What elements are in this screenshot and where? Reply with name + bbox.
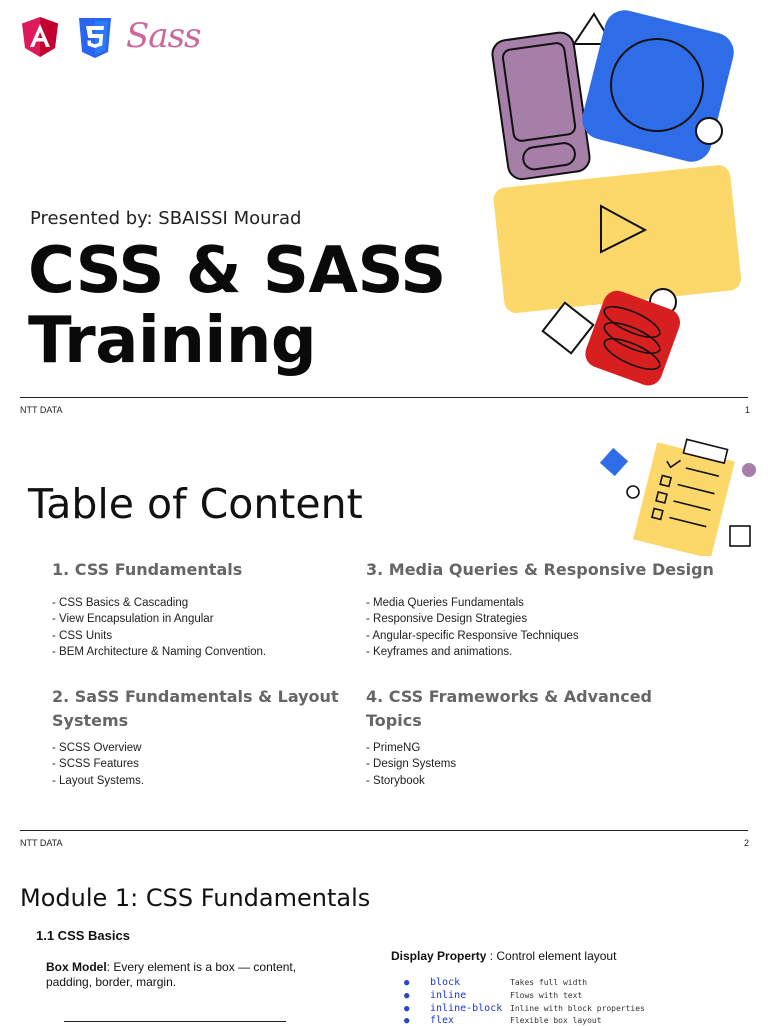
css3-icon	[77, 17, 113, 59]
box-model-label: Box Model	[46, 960, 107, 974]
toc-section-3-heading: 3. Media Queries & Responsive Design	[366, 560, 714, 579]
display-value: inline-block	[430, 1003, 503, 1014]
display-value-desc: Takes full width	[510, 978, 588, 987]
list-item: - View Encapsulation in Angular	[52, 613, 214, 626]
bullet-icon: ●	[404, 1004, 410, 1014]
title-line-2: Training	[28, 304, 317, 378]
list-item: - PrimeNG	[366, 742, 421, 754]
display-value: block	[430, 977, 461, 988]
page-number: 2	[744, 838, 750, 848]
list-item: - Media Queries Fundamentals	[366, 597, 524, 609]
heading-line-2: Systems	[52, 711, 129, 730]
box-model-diagram-edge	[64, 1021, 286, 1022]
slide-1	[0, 0, 768, 420]
bullet-icon: ●	[404, 991, 410, 1001]
box-model-description	[46, 960, 326, 990]
toc-section-2-list	[52, 740, 144, 789]
list-item: - CSS Basics & Cascading	[52, 597, 189, 609]
module-title: Module 1: CSS Fundamentals	[20, 884, 371, 912]
angular-icon	[20, 16, 60, 58]
list-item: - Responsive Design Strategies	[366, 613, 528, 626]
heading-line-1: 2. SaSS Fundamentals & Layout	[52, 687, 339, 706]
decorative-shapes-illustration	[488, 6, 748, 390]
toc-section-4-list	[366, 740, 456, 789]
sass-logo: Sass	[126, 16, 201, 56]
page-title	[28, 236, 446, 376]
display-value-row	[404, 1015, 602, 1026]
box-model-text: : Every element is a box — content, padding, border, margin.	[46, 960, 297, 989]
bullet-icon: ●	[404, 1016, 410, 1026]
display-value: inline	[430, 990, 467, 1001]
display-value-desc: Flows with text	[510, 991, 583, 1000]
footer-brand: NTT DATA	[20, 405, 63, 415]
list-item: - CSS Units	[52, 629, 113, 642]
toc-section-1-list	[52, 595, 266, 660]
list-item: - Angular-specific Responsive Techniques	[366, 629, 579, 642]
bullet-icon: ●	[404, 978, 410, 988]
toc-section-1-heading: 1. CSS Fundamentals	[52, 560, 243, 579]
display-value-row	[404, 977, 587, 988]
display-property-label: Display Property	[391, 949, 487, 963]
display-value-desc: Inline with block properties	[510, 1004, 645, 1013]
list-item: - SCSS Features	[52, 758, 139, 771]
list-item: - Layout Systems.	[52, 774, 145, 787]
list-item: - SCSS Overview	[52, 742, 142, 754]
page-number: 1	[745, 405, 751, 415]
footer-brand: NTT DATA	[20, 838, 63, 848]
heading-line-2: Topics	[366, 711, 422, 730]
display-value-desc: Flexible box layout	[510, 1016, 602, 1025]
list-item: - Storybook	[366, 774, 425, 787]
toc-section-3-list	[366, 595, 579, 660]
display-value: flex	[430, 1015, 455, 1026]
list-item: - BEM Architecture & Naming Convention.	[52, 645, 267, 658]
footer-divider	[20, 830, 748, 831]
toc-title: Table of Content	[28, 480, 363, 528]
section-heading: 1.1 CSS Basics	[36, 928, 130, 943]
display-property-description	[391, 949, 616, 963]
toc-section-4-heading	[366, 685, 652, 733]
presenter-line: Presented by: SBAISSI Mourad	[30, 208, 302, 229]
display-property-text: : Control element layout	[486, 949, 617, 963]
list-item: - Keyframes and animations.	[366, 645, 513, 658]
footer-divider	[20, 397, 748, 398]
display-value-row	[404, 990, 582, 1001]
list-item: - Design Systems	[366, 758, 457, 771]
heading-line-1: 4. CSS Frameworks & Advanced	[366, 687, 652, 706]
title-line-1: CSS & SASS	[28, 234, 446, 308]
display-value-row	[404, 1003, 645, 1014]
toc-section-2-heading	[52, 685, 339, 733]
checklist-illustration	[596, 436, 760, 556]
